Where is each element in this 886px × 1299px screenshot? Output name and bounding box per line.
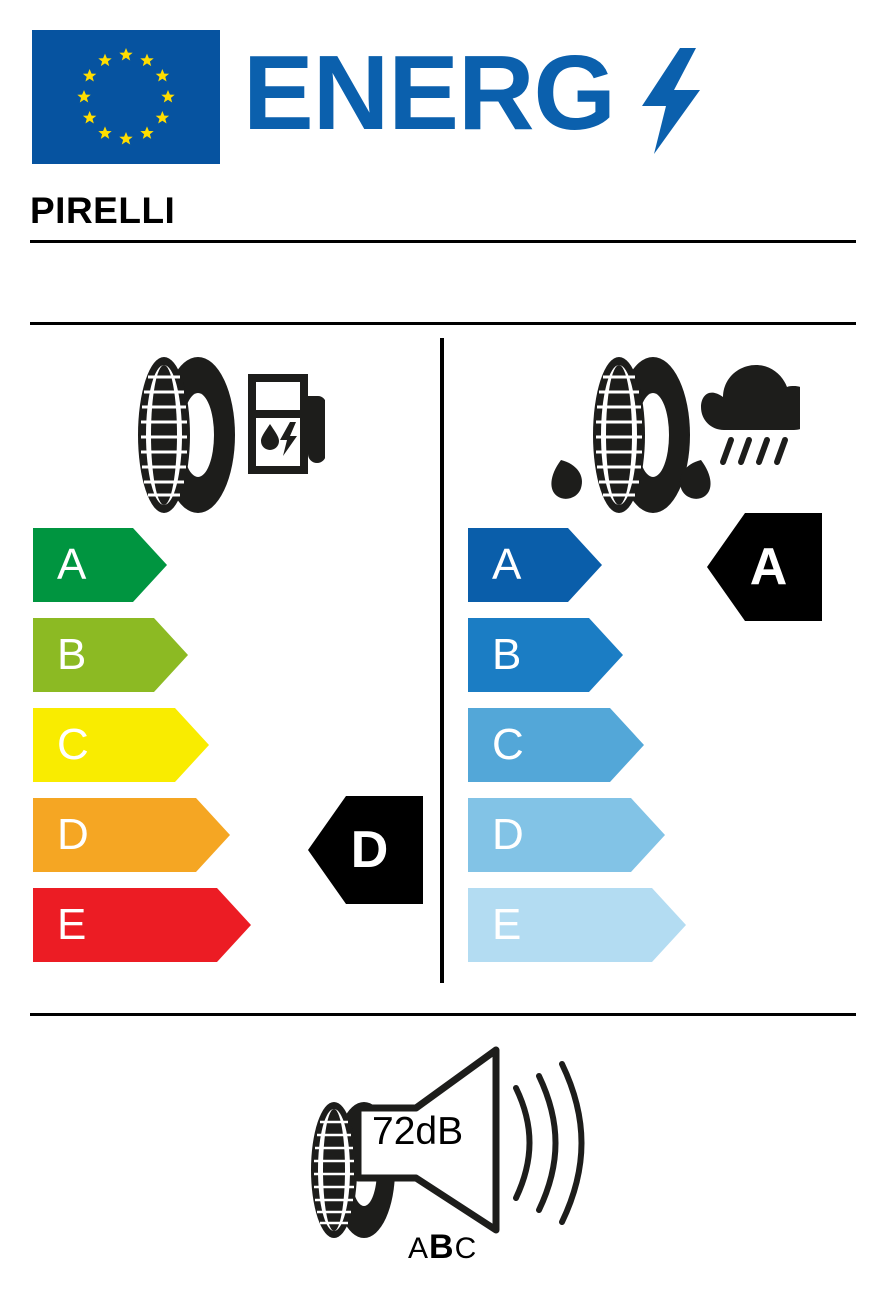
wet-grip-icon-group: [535, 352, 800, 517]
fuel-grade-arrow-a: [33, 528, 167, 602]
eu-flag-icon: [32, 30, 220, 164]
fuel-pump-icon: [248, 374, 325, 474]
fuel-grade-letter: B: [57, 630, 87, 679]
divider-vertical: [440, 338, 444, 983]
fuel-selected-letter: D: [350, 821, 389, 879]
fuel-grade-letter: E: [57, 900, 87, 949]
wet-grip-letter: A: [492, 540, 522, 589]
wet-grip-letter: D: [492, 810, 524, 859]
wet-grip-letter: C: [492, 720, 524, 769]
sound-waves-icon: [516, 1064, 582, 1222]
fuel-efficiency-icon-group: [120, 352, 325, 517]
wet-grip-selected-marker: [707, 513, 822, 621]
wet-grip-letter: E: [492, 900, 522, 949]
brand-name: PIRELLI: [30, 190, 176, 231]
eu-stars: [32, 30, 220, 164]
wet-grip-letter: B: [492, 630, 522, 679]
noise-class-c: C: [454, 1232, 478, 1265]
lightning-bolt-icon: [640, 48, 702, 154]
noise-class-b: B: [429, 1228, 455, 1266]
wet-grip-selected-letter: A: [749, 538, 788, 596]
fuel-grade-letter: D: [57, 810, 89, 859]
rain-cloud-icon: [701, 365, 800, 462]
divider-under-brand: [30, 240, 856, 243]
fuel-selected-marker: [308, 796, 423, 904]
tire-icon: [593, 357, 690, 513]
divider-bottom-grid: [30, 1013, 856, 1016]
energy-logo-text: ENERG: [243, 34, 615, 152]
wet-grip-arrow-a: [468, 528, 602, 602]
fuel-grade-letter: A: [57, 540, 87, 589]
noise-value: 72dB: [372, 1110, 464, 1153]
fuel-grade-letter: C: [57, 720, 89, 769]
noise-class-scale: [408, 1228, 477, 1267]
tire-icon: [138, 357, 235, 513]
noise-class-a: A: [408, 1232, 430, 1265]
divider-top-grid: [30, 322, 856, 325]
